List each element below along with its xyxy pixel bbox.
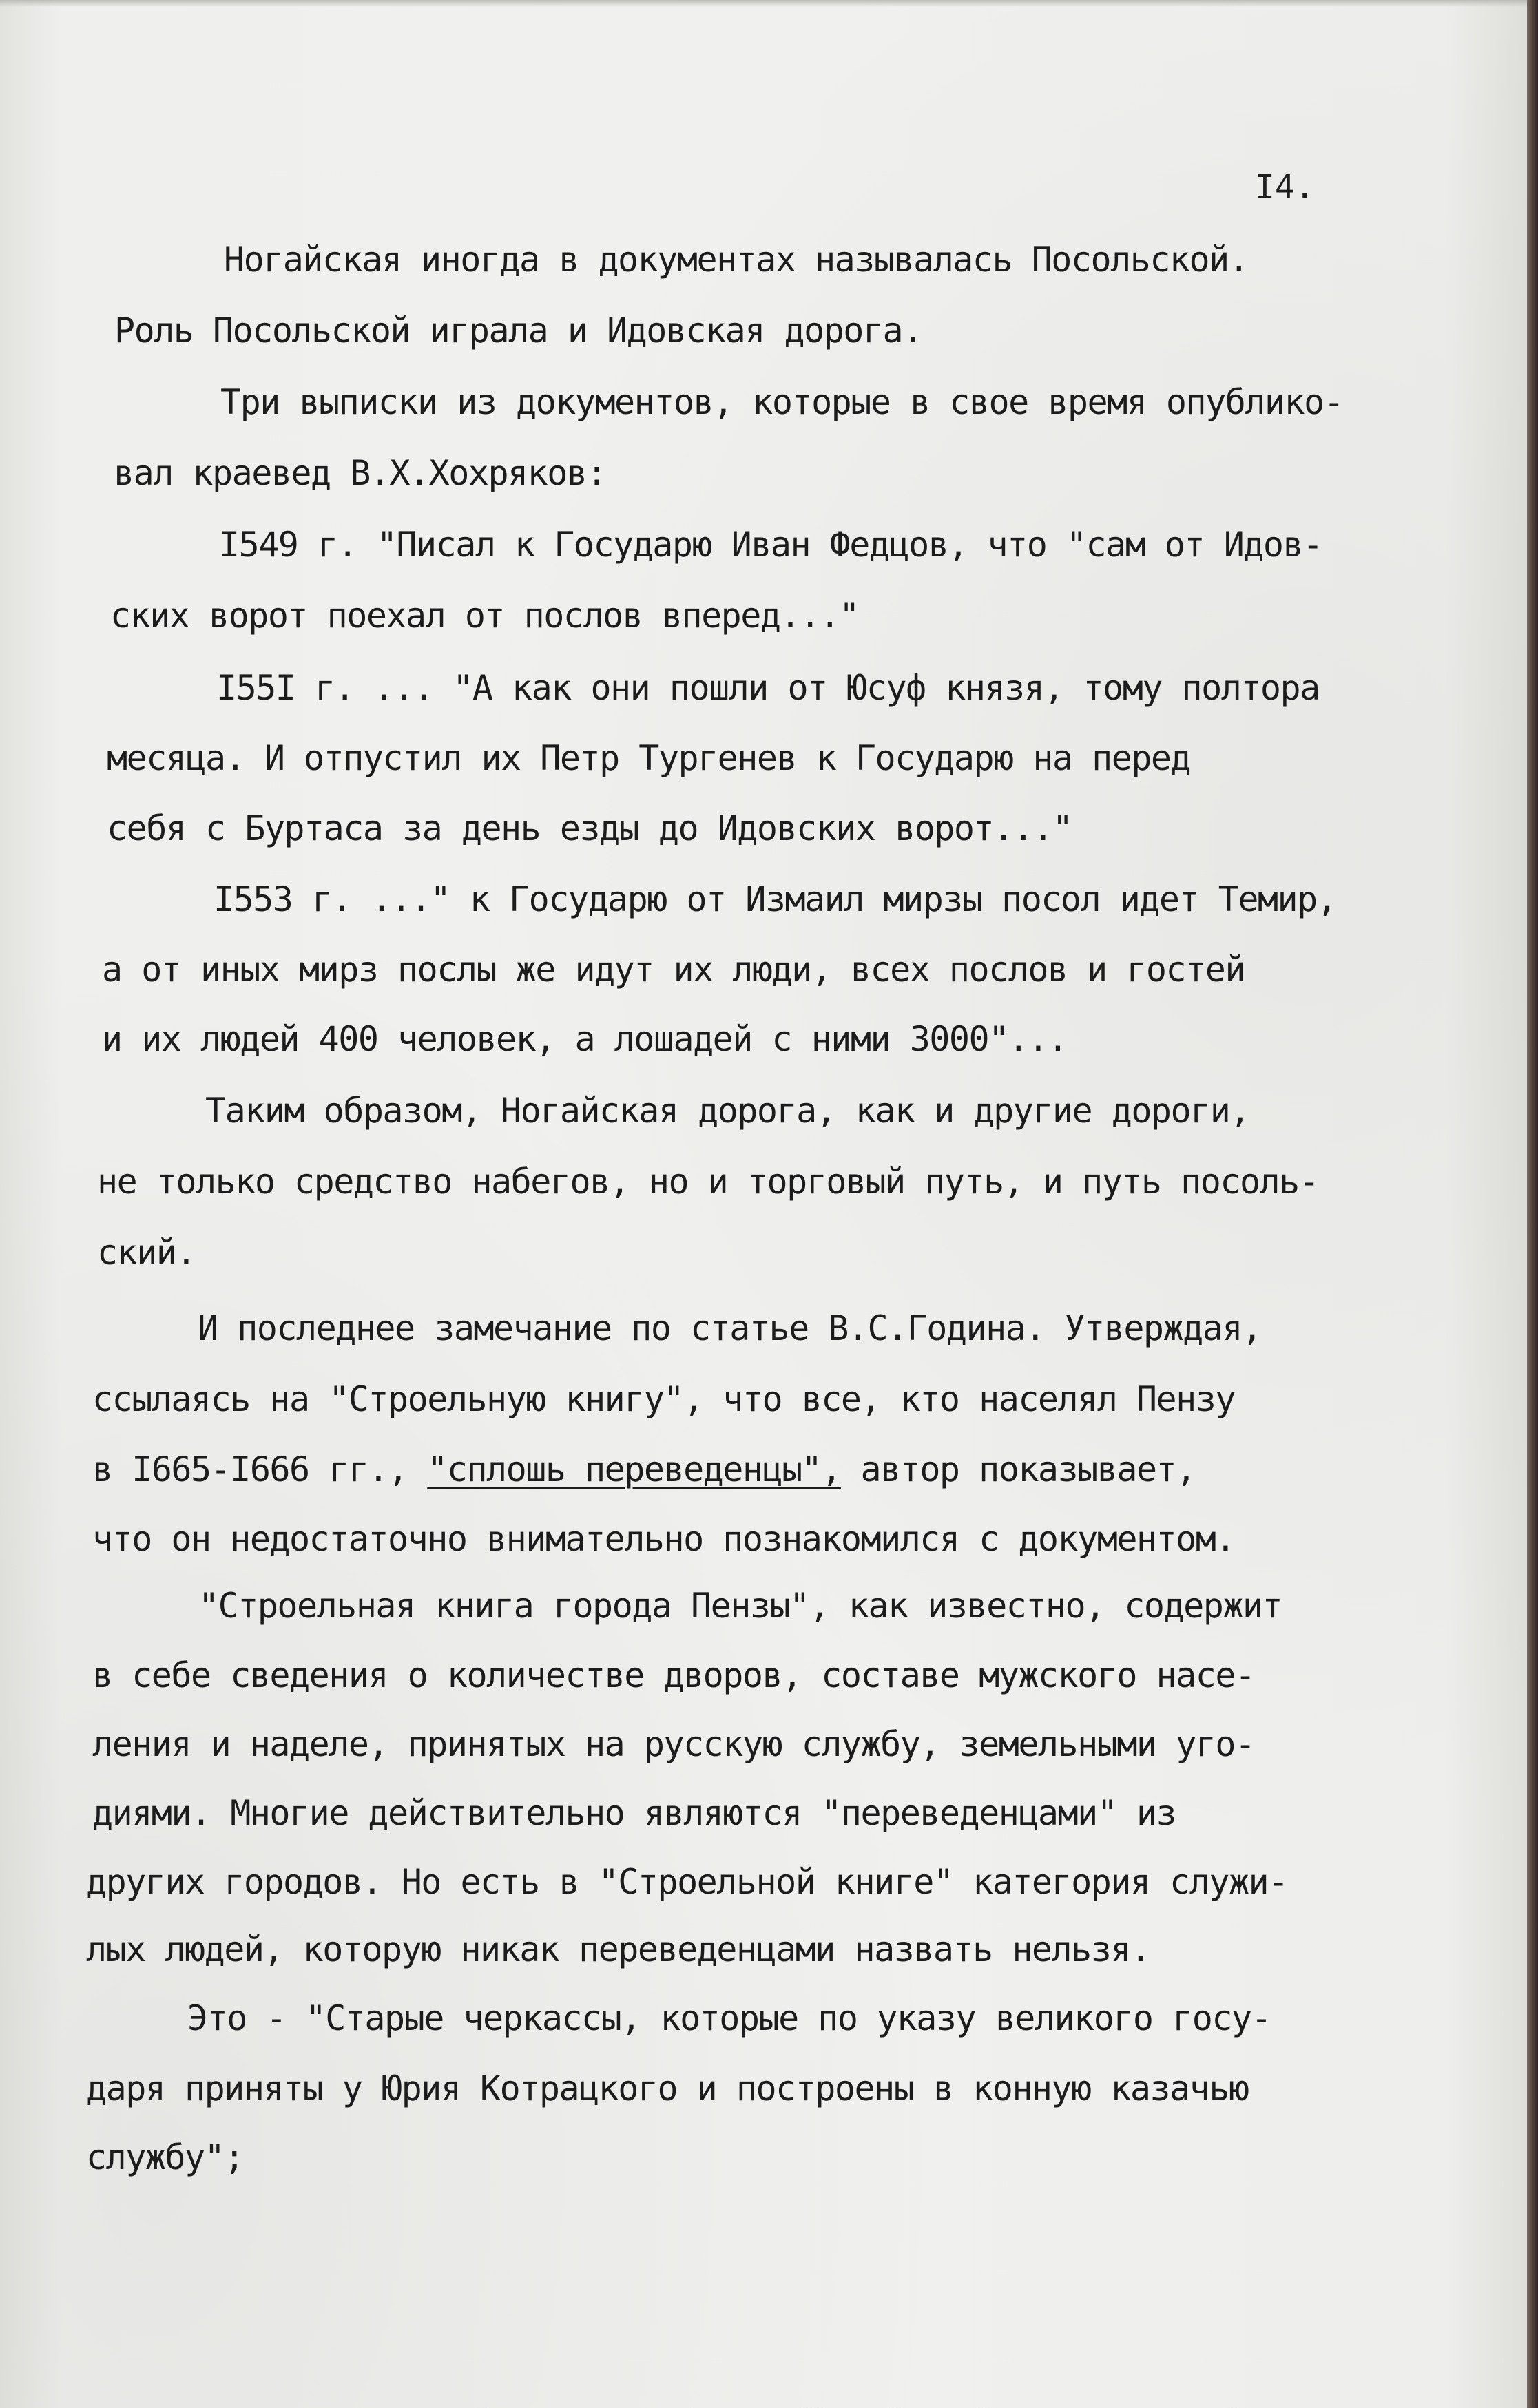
text-segment: в I665-I666 гг.,: [92, 1449, 428, 1489]
text-line: а от иных мирз послы же идут их люди, всех послов и гостей: [102, 950, 1245, 990]
text-line: I549 г. "Писал к Государю Иван Федцов, что "сам от Идов-: [219, 525, 1322, 565]
text-line: месяца. И отпустил их Петр Тургенев к Государю на перед: [107, 738, 1191, 778]
text-line: ских ворот поехал от послов вперед...": [110, 596, 859, 636]
text-line: I553 г. ..." к Государю от Измаил мирзы посол идет Темир,: [214, 879, 1337, 919]
text-line: даря приняты у Юрия Котрацкого и построены в конную казачью: [86, 2069, 1249, 2108]
scan-top-edge: [0, 0, 1538, 7]
text-line: других городов. Но есть в "Строельной книге" категория служи-: [86, 1862, 1288, 1902]
text-line: и их людей 400 человек, а лошадей с ними 3000"...: [102, 1019, 1068, 1059]
text-line: диями. Многие действительно являются "переведенцами" из: [92, 1793, 1176, 1833]
text-line: службу";: [86, 2137, 244, 2177]
text-line: И последнее замечание по статье В.С.Година. Утверждая,: [198, 1308, 1262, 1348]
text-line: в себе сведения о количестве дворов, составе мужского насе-: [92, 1655, 1255, 1695]
text-line: не только средство набегов, но и торговый путь, и путь посоль-: [97, 1162, 1319, 1202]
text-line: Три выписки из документов, которые в свое время опублико-: [220, 382, 1344, 422]
text-line: ский.: [97, 1233, 196, 1273]
text-line: Роль Посольской играла и Идовская дорога.: [114, 311, 922, 350]
text-line: ления и наделе, принятых на русскую службу, земельными уго-: [92, 1724, 1255, 1764]
text-line: вал краевед В.Х.Хохряков:: [114, 453, 607, 493]
text-line: Это - "Старые черкассы, которые по указу великого госу-: [187, 1998, 1271, 2038]
underlined-quote: "сплошь переведенцы",: [427, 1449, 841, 1489]
page-number: I4.: [1255, 168, 1315, 207]
text-line: "Строельная книга города Пензы", как известно, содержит: [198, 1586, 1282, 1626]
text-line: ссылаясь на "Строельную книгу", что все, кто населял Пензу: [92, 1379, 1235, 1419]
scan-binding-edge: [1527, 0, 1538, 2408]
text-line: Таким образом, Ногайская дорога, как и другие дороги,: [205, 1091, 1249, 1131]
text-line: что он недостаточно внимательно познакомился с документом.: [92, 1519, 1235, 1559]
text-line: I55I г. ... "А как они пошли от Юсуф князя, тому полтора: [216, 668, 1320, 708]
text-line: лых людей, которую никак переведенцами назвать нельзя.: [86, 1929, 1150, 1969]
text-line: Ногайская иногда в документах называлась Посольской.: [224, 240, 1249, 280]
text-line: себя с Буртаса за день езды до Идовских ворот...": [107, 808, 1072, 848]
text-segment: автор показывает,: [840, 1449, 1196, 1489]
text-line: [92, 1447, 1196, 1492]
